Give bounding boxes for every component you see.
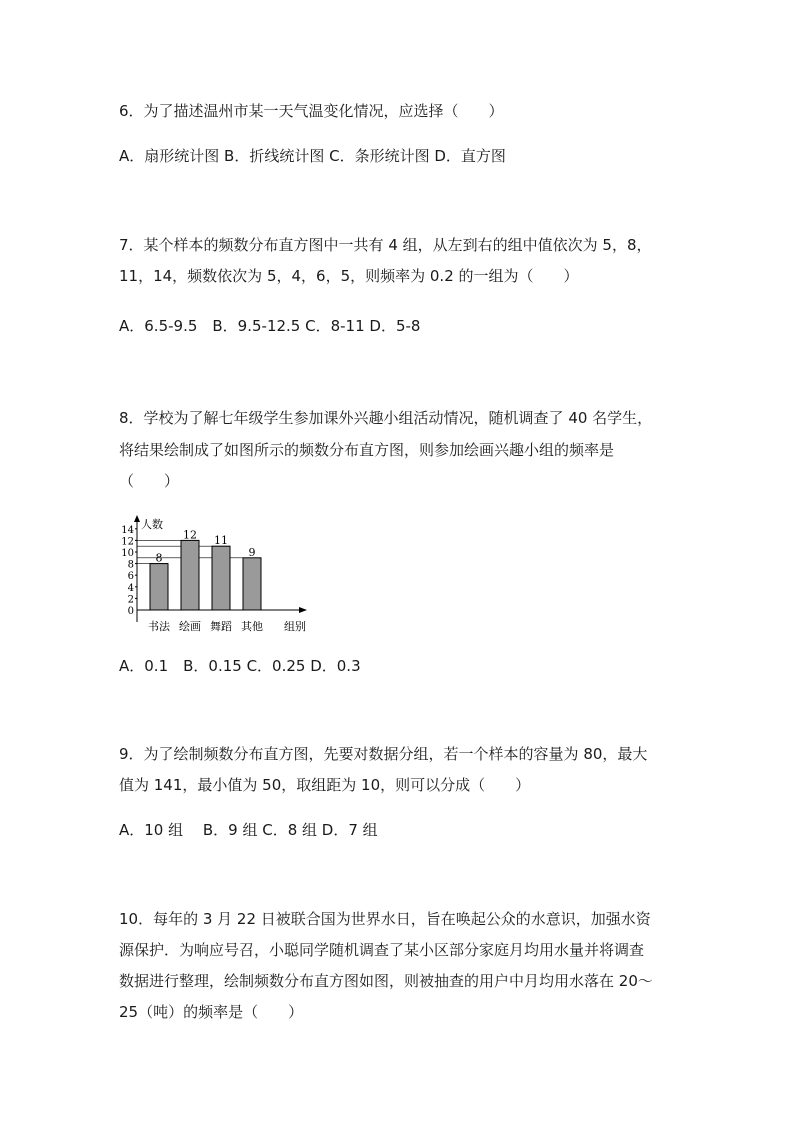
histogram-chart bbox=[112, 512, 322, 637]
q9-line-1: 9．为了绘制频数分布直方图，先要对数据分组，若一个样本的容量为 80，最大 bbox=[119, 745, 648, 763]
x-category-label: 绘画 bbox=[179, 620, 201, 633]
q9-line-2: 值为 141，最小值为 50，取组距为 10，则可以分成（ ） bbox=[119, 776, 531, 794]
q8-line-2: 将结果绘制成了如图所示的频数分布直方图，则参加绘画兴趣小组的频率是 bbox=[119, 441, 615, 459]
histogram-bar bbox=[181, 540, 199, 610]
q10-line-1: 10．每年的 3 月 22 日被联合国为世界水日，旨在唤起公众的水意识，加强水资 bbox=[119, 910, 651, 928]
q10-line-4: 25（吨）的频率是（ ） bbox=[119, 1003, 304, 1021]
y-tick-label: 10 bbox=[121, 548, 134, 559]
histogram-bar bbox=[212, 546, 230, 610]
q9-options: A．10 组 B．9 组 C．8 组 D．7 组 bbox=[119, 821, 378, 839]
x-axis-label: 组别 bbox=[284, 620, 306, 633]
y-axis-arrow bbox=[134, 515, 140, 522]
x-axis-arrow bbox=[299, 607, 307, 613]
bar-value-label: 8 bbox=[155, 551, 163, 565]
y-tick-label: 8 bbox=[127, 559, 134, 571]
y-tick-label: 12 bbox=[121, 536, 134, 548]
q8-line-3: （ ） bbox=[119, 472, 180, 490]
q7-options: A．6.5-9.5 B．9.5-12.5 C．8-11 D．5-8 bbox=[119, 317, 421, 335]
y-tick-label: 2 bbox=[127, 594, 134, 606]
bar-value-label: 12 bbox=[183, 528, 197, 542]
q7-line-2: 11，14，频数依次为 5，4，6，5，则频率为 0.2 的一组为（ ） bbox=[119, 267, 579, 285]
y-tick-label: 4 bbox=[127, 582, 134, 594]
q6-options: A．扇形统计图 B．折线统计图 C．条形统计图 D．直方图 bbox=[119, 147, 506, 165]
x-category-label: 舞蹈 bbox=[210, 620, 232, 633]
q8-options: A．0.1 B．0.15 C．0.25 D．0.3 bbox=[119, 657, 361, 675]
x-category-label: 书法 bbox=[148, 620, 170, 633]
y-tick-label: 6 bbox=[127, 571, 134, 583]
x-category-label: 其他 bbox=[241, 620, 263, 633]
histogram-bar bbox=[150, 564, 168, 610]
q8-line-1: 8．学校为了解七年级学生参加课外兴趣小组活动情况，随机调查了 40 名学生， bbox=[119, 409, 653, 427]
y-tick-label: 0 bbox=[127, 606, 134, 617]
y-axis-label: 人数 bbox=[141, 518, 163, 531]
bar-value-label: 9 bbox=[248, 545, 256, 559]
q10-line-3: 数据进行整理，绘制频数分布直方图如图，则被抽查的用户中月均用水落在 20～ bbox=[119, 972, 653, 990]
q10-line-2: 源保护．为响应号召，小聪同学随机调查了某小区部分家庭月均用水量并将调查 bbox=[119, 941, 645, 959]
bar-value-label: 11 bbox=[214, 534, 228, 548]
y-tick-label: 14 bbox=[121, 524, 134, 536]
q6-line-1: 6．为了描述温州市某一天气温变化情况，应选择（ ） bbox=[119, 102, 504, 120]
q7-line-1: 7．某个样本的频数分布直方图中一共有 4 组，从左到右的组中值依次为 5，8， bbox=[119, 236, 652, 254]
histogram-bar bbox=[243, 558, 261, 610]
